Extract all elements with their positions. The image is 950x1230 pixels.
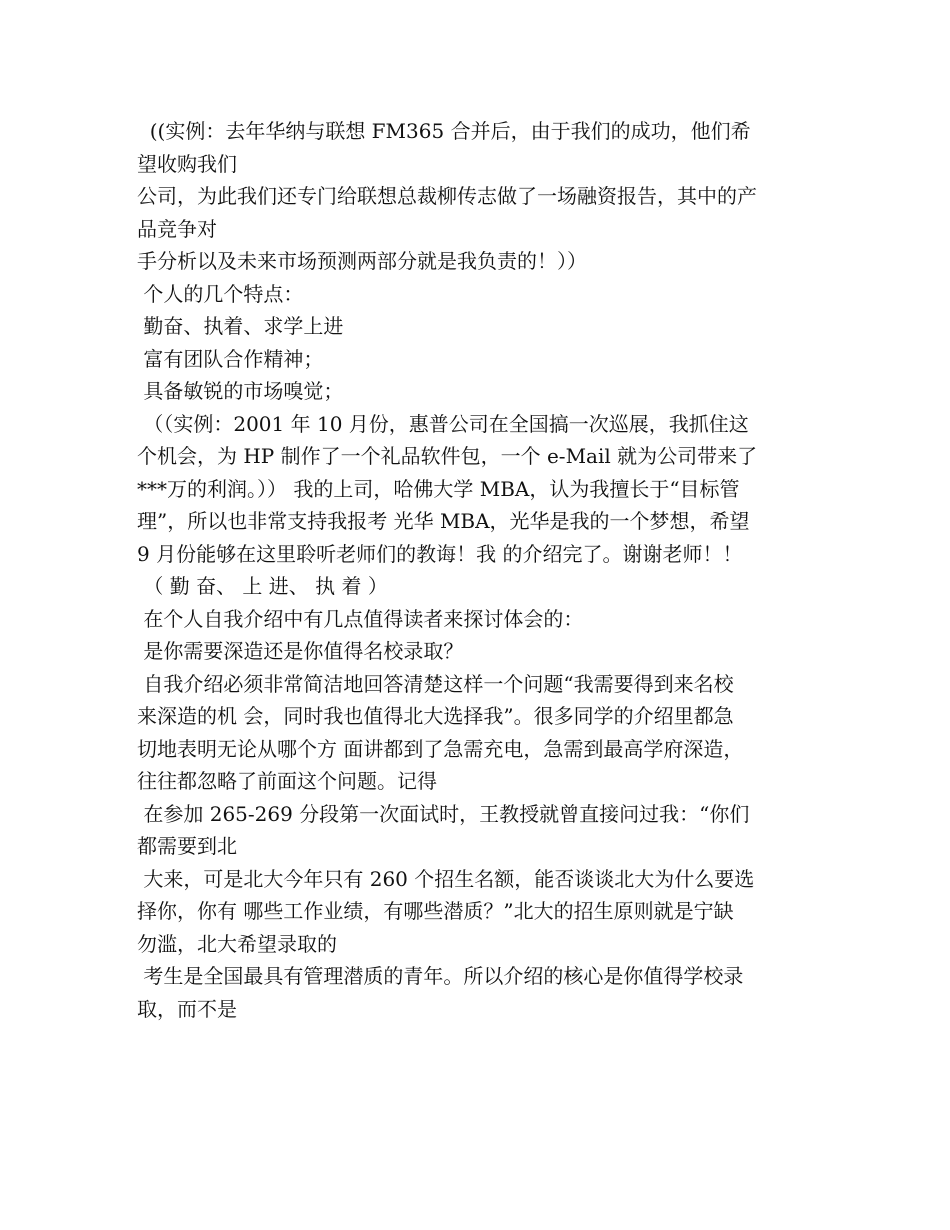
text-line: 在个人自我介绍中有几点值得读者来探讨体会的： <box>137 606 584 631</box>
text-line: 自我介绍必须非常简洁地回答清楚这样一个问题“我需要得到来名校 <box>137 671 734 696</box>
text-line: 都需要到北 <box>137 834 237 858</box>
text-line: ((实例：去年华纳与联想 FM365 合并后，由于我们的成功，他们希 <box>137 119 751 143</box>
text-line: 勿滥，北大希望录取的 <box>137 931 337 956</box>
text-line: 取，而不是 <box>137 996 237 1021</box>
text-line: 手分析以及未来市场预测两部分就是我负责的！）） <box>137 249 587 273</box>
text-line: 考生是全国最具有管理潜质的青年。所以介绍的核心是你值得学校录 <box>137 964 744 988</box>
text-line: 品竞争对 <box>137 216 217 241</box>
text-line: 理”，所以也非常支持我报考 光华 MBA，光华是我的一个梦想，希望 <box>137 509 750 533</box>
text-line: 个机会，为 HP 制作了一个礼品软件包，一个 e-Mail 就为公司带来了 <box>137 444 758 468</box>
text-line: 切地表明无论从哪个方 面讲都到了急需充电，急需到最高学府深造， <box>137 736 744 761</box>
text-line: 是你需要深造还是你值得名校录取？ <box>137 639 464 663</box>
text-line: 公司，为此我们还专门给联想总裁柳传志做了一场融资报告，其中的产 <box>137 184 757 208</box>
document-body <box>137 115 817 1025</box>
text-line: （（实例：2001 年 10 月份，惠普公司在全国搞一次巡展，我抓住这 <box>137 411 749 436</box>
text-line: （ 勤 奋、 上 进、 执 着 ） <box>137 574 388 598</box>
text-line: 大来，可是北大今年只有 260 个招生名额，能否谈谈北大为什么要选 <box>137 866 755 891</box>
text-line: 来深造的机 会，同时我也值得北大选择我”。很多同学的介绍里都急 <box>137 704 734 728</box>
text-line: ***万的利润。）） 我的上司，哈佛大学 MBA，认为我擅长于“目标管 <box>137 476 740 501</box>
text-line: 具备敏锐的市场嗅觉； <box>137 379 344 403</box>
text-line: 9 月份能够在这里聆听老师们的教诲！我 的介绍完了。谢谢老师！！ <box>137 541 743 566</box>
text-line: 个人的几个特点： <box>137 281 304 306</box>
text-line: 勤奋、执着、求学上进 <box>137 314 344 338</box>
text-line: 往往都忽略了前面这个问题。记得 <box>137 769 437 793</box>
text-line: 富有团队合作精神； <box>137 346 324 371</box>
text-line: 在参加 265-269 分段第一次面试时，王教授就曾直接问过我：“你们 <box>137 801 750 826</box>
text-line: 望收购我们 <box>137 151 237 176</box>
text-line: 择你，你有 哪些工作业绩，有哪些潜质？”北大的招生原则就是宁缺 <box>137 899 734 923</box>
